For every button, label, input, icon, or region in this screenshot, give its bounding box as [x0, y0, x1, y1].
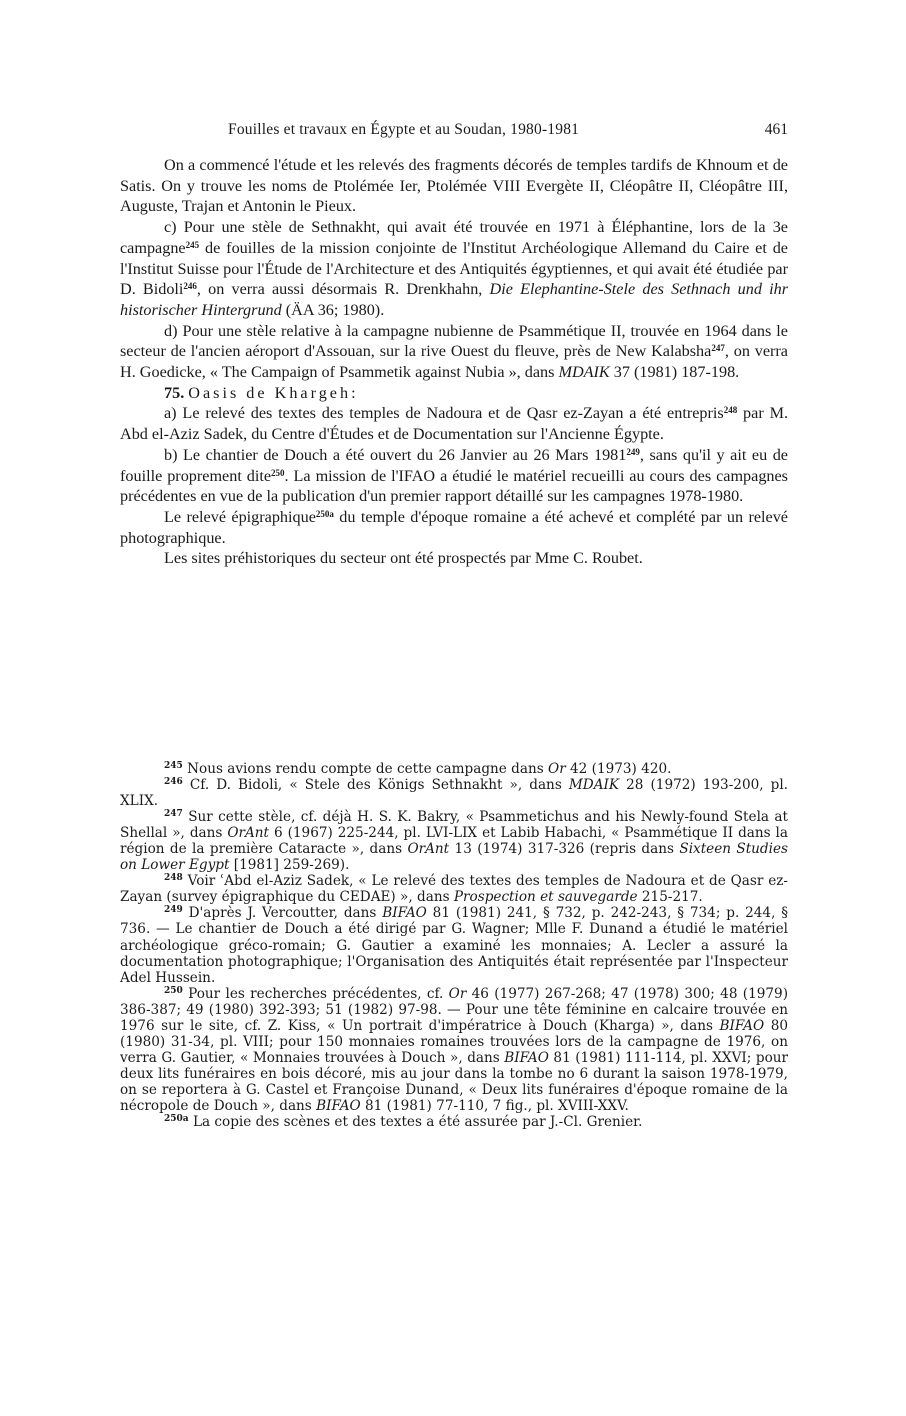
text-run: d) Pour une stèle relative à la campagne nubienne de Psammétique II, trouvée en 1964 dans le secteur de l'ancien aéroport d'Assouan, sur la rive Ouest du fleuve, près de New Kalabsha — [120, 321, 788, 361]
text-run: 80 (1980) 31-34, pl. VIII; pour 150 monnaies romaines trouvées lors de la campagne de 1976, on verra G. Gautier, « Monnaies trouvées à Douch », dans — [120, 1017, 788, 1066]
footnote-ref-250a: 250a — [315, 508, 334, 519]
footnote-246 — [120, 777, 788, 809]
paragraph-douch — [120, 445, 788, 507]
paragraph-khnoum: On a commencé l'étude et les relevés des fragments décorés de temples tardifs de Khnoum et de Satis. On y trouve les noms de Ptolémée Ier, Ptolémée VIII Evergète II, Cléopâtre II, Cléopâtre III, Auguste, Trajan et Antonin le Pieux. — [120, 156, 788, 216]
page-number: 461 — [764, 121, 788, 138]
text-run: , on verra aussi désormais R. Drenkhahn, — [196, 280, 483, 299]
footnote-number: 247 — [164, 809, 183, 820]
journal-title: Or — [448, 985, 467, 1002]
journal-title: BIFAO — [316, 1097, 361, 1114]
footnote-number: 250 — [164, 985, 183, 996]
text-run: (ÄA 36; 1980). — [285, 300, 385, 319]
running-head — [120, 121, 788, 141]
footnote-ref-248: 248 — [723, 405, 738, 416]
running-head-title: Fouilles et travaux en Égypte et au Soudan, 1980-1981 — [228, 121, 580, 138]
text-run: . La mission de l'IFAO a étudié le matériel recueilli au cours des campagnes précédentes en vue de la publication d'un premier rapport détaillé sur les campagnes 1978-1980. — [120, 466, 788, 506]
text-run: Cf. D. Bidoli, « Stele des Königs Sethnakht », dans — [189, 777, 562, 794]
text-run: Pour les recherches précédentes, cf. — [188, 985, 444, 1002]
journal-title: BIFAO — [719, 1017, 765, 1034]
journal-title: OrAnt — [407, 841, 450, 858]
footnote-ref-250: 250 — [271, 467, 285, 478]
book-title: Die Elephantine-Stele des Sethnach und ihr historischer Hintergrund — [120, 280, 788, 319]
text-run: D'après J. Vercoutter, dans — [188, 905, 377, 922]
footnote-250 — [120, 986, 788, 1114]
text-run: du temple d'époque romaine a été achevé et complété par un relevé photographique. — [120, 507, 788, 547]
text-run: 42 (1973) 420. — [570, 761, 672, 777]
text-run: 6 (1967) 225-244, pl. LVI-LIX et Labib Habachi, « Psammétique II dans la région de la première Cataracte », dans — [120, 825, 789, 858]
journal-title: MDAIK — [568, 777, 620, 794]
text-run: 81 (1981) 241, § 732, p. 242-243, § 734; p. 244, § 736. — Le chantier de Douch a été dirigé par G. Wagner; Mlle F. Dunand a étudié le matériel archéologique gréco-romain; G. Gautier a examiné les monnaies; A. Lecler a assuré la documentation photographique; l'Organisation des Antiquités était représentée par l'Inspecteur Adel Hussein. — [120, 905, 789, 986]
footnote-number: 250a — [164, 1114, 189, 1125]
text-run: , on verra H. Goedicke, « The Campaign of Psammetik against Nubia », dans — [120, 342, 788, 382]
book-title: Prospection et sauvegarde — [453, 889, 638, 906]
text-run: 81 (1981) 77-110, 7 fig., pl. XVIII-XXV. — [365, 1097, 629, 1114]
paragraph-nadoura — [120, 403, 788, 444]
footnote-ref-246: 246 — [183, 281, 197, 292]
footnote-247 — [120, 809, 788, 873]
footnote-ref-245: 245 — [185, 239, 200, 250]
section-heading — [120, 383, 788, 404]
footnote-ref-249: 249 — [626, 446, 640, 457]
footnote-248 — [120, 873, 788, 905]
paragraph-sethnakht — [120, 217, 788, 321]
text-run: 37 (1981) 187-198. — [613, 363, 740, 382]
text-run: Nous avions rendu compte de cette campagne dans — [187, 761, 544, 777]
text-run: Voir ʿAbd el-Aziz Sadek, « Le relevé des textes des temples de Nadoura et de Qasr ez-Zayan (survey épigraphique du CEDAE) », dans — [120, 873, 789, 906]
footnote-number: 245 — [164, 761, 183, 771]
journal-title: OrAnt — [227, 825, 270, 842]
text-run: [1981] 259-269). — [233, 857, 350, 874]
footnote-249 — [120, 905, 788, 985]
main-text — [120, 155, 788, 569]
footnote-250a — [120, 1114, 788, 1130]
footnote-number: 249 — [164, 905, 183, 916]
footnotes — [120, 761, 788, 1130]
footnote-ref-247: 247 — [711, 343, 725, 354]
text-run: , sans qu'il y ait eu de fouille proprement dite — [120, 445, 788, 485]
text-run: par M. Abd el-Aziz Sadek, du Centre d'Études et de Documentation sur l'Ancienne Égypte. — [120, 404, 789, 444]
journal-title: BIFAO — [504, 1049, 549, 1066]
text-run: 28 (1972) 193-200, pl. XLIX. — [120, 777, 789, 810]
footnote-number: 248 — [164, 873, 183, 884]
book-title: Sixteen Studies on Lower Egypt — [120, 841, 788, 874]
footnote-number: 246 — [164, 777, 183, 788]
paragraph-prehistoric: Les sites préhistoriques du secteur ont été prospectés par Mme C. Roubet. — [164, 549, 643, 568]
text-run: 13 (1974) 317-326 (repris dans — [454, 841, 674, 858]
text-run: 215-217. — [641, 889, 703, 906]
footnote-245 — [120, 761, 788, 777]
text-run: a) Le relevé des textes des temples de Nadoura et de Qasr ez-Zayan a été entrepris — [164, 404, 724, 423]
journal-title: Or — [548, 761, 566, 777]
text-run: de fouilles de la mission conjointe de l'Institut Archéologique Allemand du Caire et de l'Institut Suisse pour l'Étude de l'Architecture et des Antiquités égyptiennes, et qui avait été étudiée par D. Bidoli — [120, 238, 788, 299]
journal-title: BIFAO — [382, 905, 427, 922]
text-run: c) Pour une stèle de Sethnakht, qui avait été trouvée en 1971 à Éléphantine, lors de la 3e campagne — [120, 218, 788, 257]
paragraph-epigraphique — [120, 507, 788, 548]
text-run: Sur cette stèle, cf. déjà H. S. K. Bakry, « Psammetichus and his Newly-found Stela at Shellal », dans — [120, 809, 788, 842]
text-run: Le relevé épigraphique — [164, 507, 316, 526]
text-run: b) Le chantier de Douch a été ouvert du 26 Janvier au 26 Mars 1981 — [164, 445, 627, 464]
text-run: La copie des scènes et des textes a été assurée par J.-Cl. Grenier. — [192, 1114, 643, 1131]
section-number: 75. — [164, 383, 185, 402]
text-run: 46 (1977) 267-268; 47 (1978) 300; 48 (1979) 386-387; 49 (1980) 392-393; 51 (1982) 97-98. — Pour une tête féminine en calcaire trouvée en 1976 sur le site, cf. Z. Kiss, « Un portrait d'impératrice à Douch (Kharga) », dans — [120, 985, 788, 1034]
text-run: 81 (1981) 111-114, pl. XXVI; pour deux lits funéraires en bois décoré, mis au jour dans la tombe no 6 durant la saison 1978-1979, on se reportera à G. Castel et Françoise Dunand, « Deux lits funéraires d'époque romaine de la nécropole de Douch », dans — [120, 1049, 789, 1114]
section-title: Oasis de Khargeh: — [188, 383, 359, 402]
journal-title: MDAIK — [558, 363, 610, 382]
paragraph-psammetique — [120, 321, 788, 383]
